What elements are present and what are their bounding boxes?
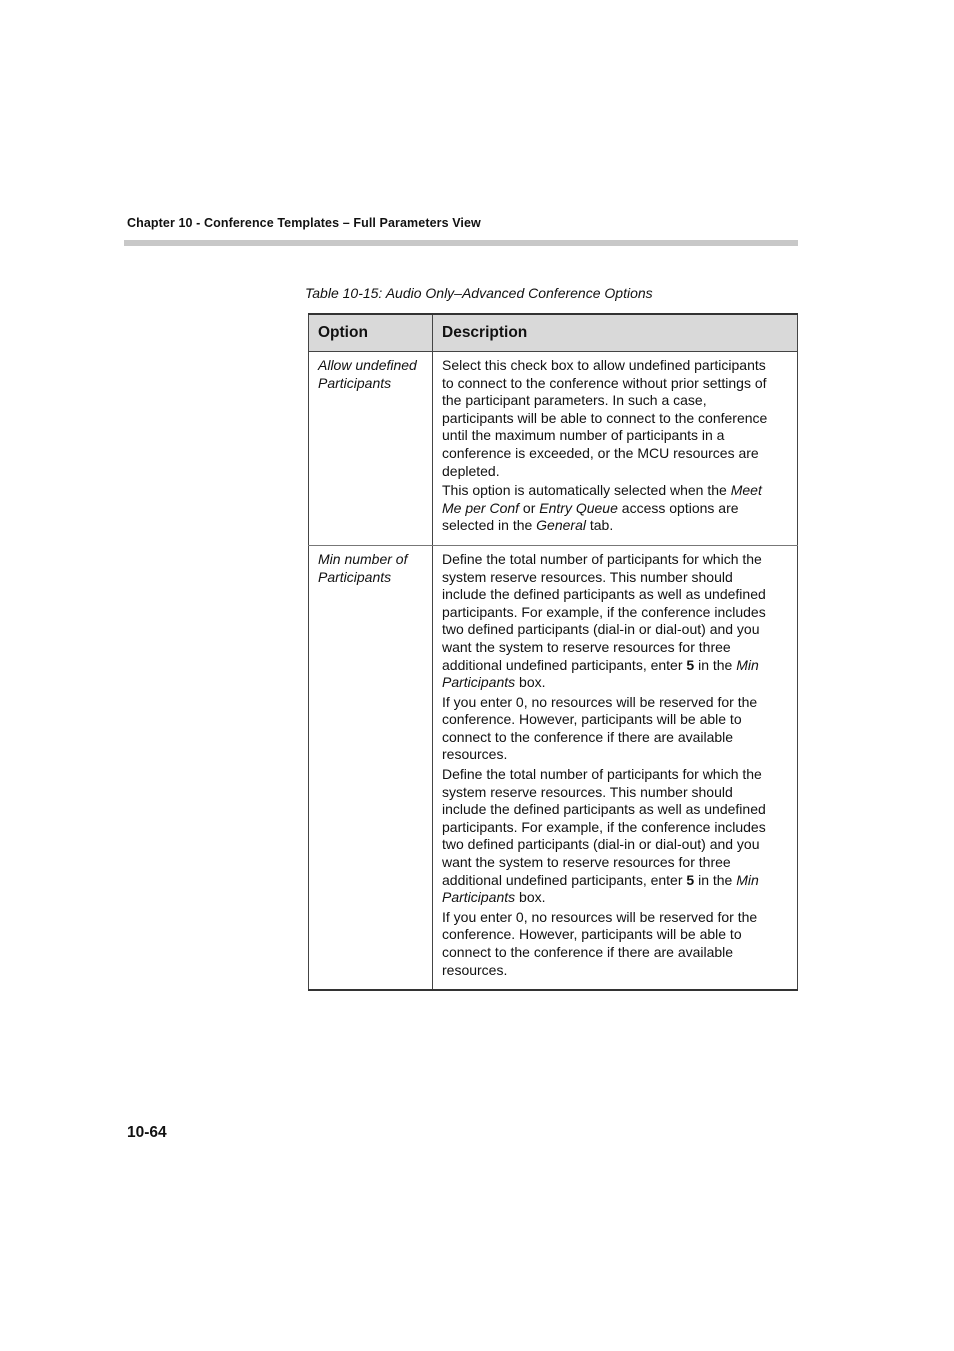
italic-text: General [536,517,586,534]
description-text: access options are [617,499,739,516]
description-text: box. [515,674,546,691]
table-caption: Table 10-15: Audio Only–Advanced Conference Options [305,285,653,301]
description-text: participants. For example, if the conference includes [442,603,766,620]
description-line: connect to the conference if there are available [442,728,734,745]
option-description [433,545,798,990]
column-header-description: Description [433,314,798,352]
description-line: resources. [442,961,508,978]
description-text: Define the total number of participants for which the [442,550,762,567]
description-text: selected in the [442,517,537,534]
table-row [309,545,798,990]
description-text: participants. For example, if the conference includes [442,818,766,835]
column-header-option: Option [309,314,433,352]
italic-text: Me per Conf [442,499,520,516]
description-text: include the defined participants as well as undefined [442,801,766,818]
option-name [309,545,433,990]
description-line: the participant parameters. In such a case, [442,392,707,409]
table-row [309,352,798,546]
description-line: conference. However, participants will be able to [442,926,742,943]
italic-text: Participants [442,674,516,691]
options-table [308,313,798,991]
page-number: 10-64 [127,1124,167,1141]
bold-text: 5 [686,871,695,888]
description-text: want the system to reserve resources for three [442,638,731,655]
description-text: want the system to reserve resources for three [442,854,731,871]
italic-text: Min [736,871,759,888]
option-name [309,352,433,546]
description-text: two defined participants (dial-in or dial-out) and you [442,836,760,853]
description-line: depleted. [442,462,500,479]
option-description [433,352,798,546]
description-line: participants will be able to connect to the conference [442,409,768,426]
header-divider [124,240,798,246]
description-text: system reserve resources. This number should [442,783,733,800]
description-line: conference is exceeded, or the MCU resources are [442,444,759,461]
description-paragraph [442,909,788,979]
option-line: Participants [318,374,392,391]
description-text: This option is automatically selected when the [442,482,731,499]
description-paragraph [442,551,788,692]
description-line: resources. [442,746,508,763]
description-line: connect to the conference if there are available [442,944,734,960]
description-text: additional undefined participants, enter [442,871,687,888]
description-text: tab. [585,517,614,534]
chapter-header: Chapter 10 - Conference Templates – Full Parameters View [127,216,481,230]
description-text: system reserve resources. This number should [442,568,733,585]
option-line: Allow undefined [318,357,417,373]
italic-text: Entry Queue [539,499,618,516]
bold-text: 5 [686,656,695,673]
description-text: in the [694,871,737,888]
description-text: Define the total number of participants for which the [442,766,762,783]
italic-text: Participants [442,889,516,906]
description-line: until the maximum number of participants in a [442,427,725,444]
italic-text: Meet [730,482,762,499]
description-text: additional undefined participants, enter [442,656,687,673]
description-text: in the [694,656,737,673]
description-line: If you enter 0, no resources will be reserved for the [442,693,758,710]
description-line: conference. However, participants will be able to [442,711,742,728]
option-line: Min number of [318,550,408,567]
description-text: or [519,499,540,516]
option-line: Participants [318,568,392,585]
description-paragraph [442,766,788,907]
description-text: box. [515,889,546,906]
table-header-row [309,314,798,352]
description-line: Select this check box to allow undefined participants [442,357,766,373]
description-paragraph [442,694,788,764]
description-line: to connect to the conference without prior settings of [442,374,767,391]
italic-text: Min [736,656,759,673]
description-text: two defined participants (dial-in or dial-out) and you [442,621,760,638]
description-text: include the defined participants as well as undefined [442,586,766,603]
description-paragraph [442,482,788,535]
description-line: If you enter 0, no resources will be reserved for the [442,908,758,925]
description-paragraph [442,357,788,480]
